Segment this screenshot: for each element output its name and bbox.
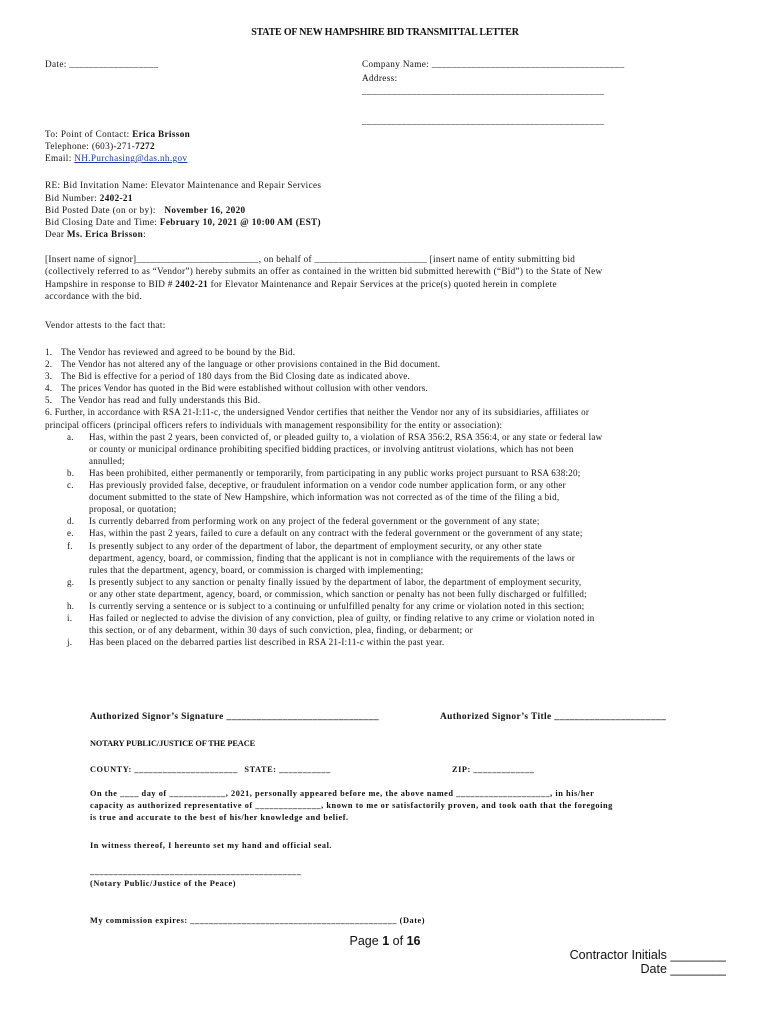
sub-item: j. Has been placed on the debarred parties list described in RSA 21-I:11-c within the past year. (67, 637, 445, 648)
contractor-date: Date ________ (640, 962, 726, 976)
notary-location (90, 764, 730, 776)
address-label: Address: (362, 73, 398, 83)
notary-county: COUNTY: ______________________ (90, 765, 238, 774)
page-title: STATE OF NEW HAMPSHIRE BID TRANSMITTAL LETTER (251, 27, 519, 38)
intro-paragraph (45, 253, 725, 303)
salutation (45, 229, 146, 239)
sub-item: a. Has, within the past 2 years, been convicted of, or pleaded guilty to, a violation of RSA 356:2, RSA 356:4, or any state or federal law or county or municipal ordinance prohibiting specified bidding practices, or involving antitrust violations, which has not been annulled; (67, 431, 603, 466)
telephone-label: Telephone: (603)-271- (45, 141, 136, 151)
list-item-6-cont: principal officers (principal officers refers to individuals with management responsibility for the entity or association): (45, 419, 503, 430)
notary-paragraph: On the ____ day of ____________, 2021, personally appeared before me, the above named ____________________, in his/her capacity as authorized representative of ______________, known to me or satisfactorily proven, and took oath that the foregoing is true and accurate to the best of his/her knowledge and belief. (90, 789, 613, 822)
notary-witness: In witness thereof, I hereunto set my hand and official seal. (90, 841, 333, 850)
list-item: 2. The Vendor has not altered any of the language or other provisions contained in the Bid document. (45, 359, 441, 370)
attestation-list (45, 346, 727, 648)
sub-item: b. Has been prohibited, either permanently or temporarily, from participating in any public works project pursuant to RSA 638:20; (67, 467, 581, 478)
intro-bid-ref: Hampshire in response to BID # (45, 278, 173, 289)
sub-item: c. Has previously provided false, deceptive, or fraudulent information on a vendor code number application form, or any other document submitted to the state of New Hampshire, which information was not corrected as of the time of the filing a bid, proposal, or quotation; (67, 480, 566, 515)
list-item: 4. The prices Vendor has quoted in the Bid were established without collusion with other vendors. (45, 383, 429, 394)
telephone (45, 141, 155, 151)
dear-label: Dear (45, 229, 65, 239)
page-total: 16 (406, 934, 421, 948)
notary-commission: My commission expires: ____________________________________________ (Date) (90, 916, 426, 925)
telephone-ext: 7272 (135, 141, 155, 151)
bid-closing-label: Bid Closing Date and Time: (45, 217, 158, 227)
notary-signature-line: _____________________________________________ (90, 867, 302, 876)
intro-line: (collectively referred to as “Vendor”) hereby submits an offer as contained in the written bid submitted herewith (“Bid”) to the State of New (45, 266, 603, 277)
intro-bid-rest: for Elevator Maintenance and Repair Services at the price(s) quoted herein in complete (210, 278, 557, 289)
bid-posted-date (45, 205, 245, 215)
email-link[interactable]: NH.Purchasing@das.nh.gov (74, 153, 188, 163)
company-name-line: Company Name: _______________________________________ (362, 59, 625, 69)
dear-colon: : (143, 229, 146, 239)
address-line-2: _________________________________________________ (362, 116, 605, 126)
bid-number (45, 193, 133, 203)
contractor-initials: Contractor Initials ________ (569, 948, 726, 962)
notary-zip: ZIP: _____________ (452, 765, 535, 774)
address-line-1: _________________________________________________ (362, 86, 605, 96)
sub-item: e. Has, within the past 2 years, failed to cure a default on any contract with the federal government or the government of any state; (67, 528, 583, 539)
bid-closing-date (45, 217, 321, 227)
attest-heading: Vendor attests to the fact that: (45, 320, 166, 330)
contact-label: To: Point of Contact: (45, 129, 130, 139)
bid-posted-value: November 16, 2020 (164, 205, 246, 215)
bid-closing-value: February 10, 2021 @ 10:00 AM (EST) (159, 217, 321, 227)
intro-line (45, 278, 725, 290)
email-label: Email: (45, 153, 72, 163)
signor-signature-line: Authorized Signor’s Signature ______________________________ (90, 712, 380, 722)
notary-heading: NOTARY PUBLIC/JUSTICE OF THE PEACE (90, 739, 256, 748)
sub-item: f. Is presently subject to any order of the department of labor, the department of employment security, or any other state department, agency, board, or commission, finding that the applicant is not in compliance with the requirements of the laws or rules that the department, agency, board, or commission is charged with implementing; (67, 540, 576, 575)
page-number (0, 934, 770, 948)
sub-item: i. Has failed or neglected to advise the division of any conviction, plea of guilty, or finding relative to any crime or violation noted in this section, or of any debarment, within 30 days of such conviction, plea, finding, or debarment; or (67, 613, 595, 636)
signor-title-line: Authorized Signor’s Title ______________________ (440, 712, 667, 722)
sub-item: d. Is currently debarred from performing work on any project of the federal government or the government of any state; (67, 516, 540, 527)
sub-item: h. Is currently serving a sentence or is subject to a continuing or unfulfilled penalty for any crime or violation noted in this section; (67, 600, 585, 611)
intro-line: accordance with the bid. (45, 291, 142, 302)
page-label: Page (349, 934, 379, 948)
list-item: 5. The Vendor has read and fully understands this Bid. (45, 395, 261, 406)
notary-signature-caption: (Notary Public/Justice of the Peace) (90, 879, 237, 888)
bid-posted-label: Bid Posted Date (on or by): (45, 205, 156, 215)
intro-bid-number: 2402-21 (175, 278, 208, 289)
notary-state: STATE: ___________ (244, 765, 331, 774)
bid-number-label: Bid Number: (45, 193, 98, 203)
email (45, 153, 187, 163)
intro-line: [Insert name of signor]_________________________, on behalf of _______________________ [insert name of entity submitting bid (45, 254, 576, 264)
point-of-contact (45, 129, 190, 139)
list-item-6: 6. Further, in accordance with RSA 21-I:11-c, the undersigned Vendor certifies that neither the Vendor nor any of its subsidiaries, affiliates or (45, 407, 590, 418)
page-of: of (392, 934, 404, 948)
bid-number-value: 2402-21 (99, 193, 133, 203)
sub-item: g. Is presently subject to any sanction or penalty finally issued by the department of labor, the department of employment security, or any other state department, agency, board, or commission, which sanction or penalty has not been fully discharged or fulfilled; (67, 576, 587, 599)
page-current: 1 (382, 934, 390, 948)
contact-name: Erica Brisson (132, 129, 191, 139)
dear-name: Ms. Erica Brisson (66, 229, 144, 239)
list-item: 3. The Bid is effective for a period of 180 days from the Bid Closing date as indicated above. (45, 371, 410, 382)
bid-invitation-name: RE: Bid Invitation Name: Elevator Maintenance and Repair Services (45, 180, 322, 190)
list-item: 1. The Vendor has reviewed and agreed to be bound by the Bid. (45, 347, 296, 357)
date-line: Date: __________________ (45, 59, 159, 69)
